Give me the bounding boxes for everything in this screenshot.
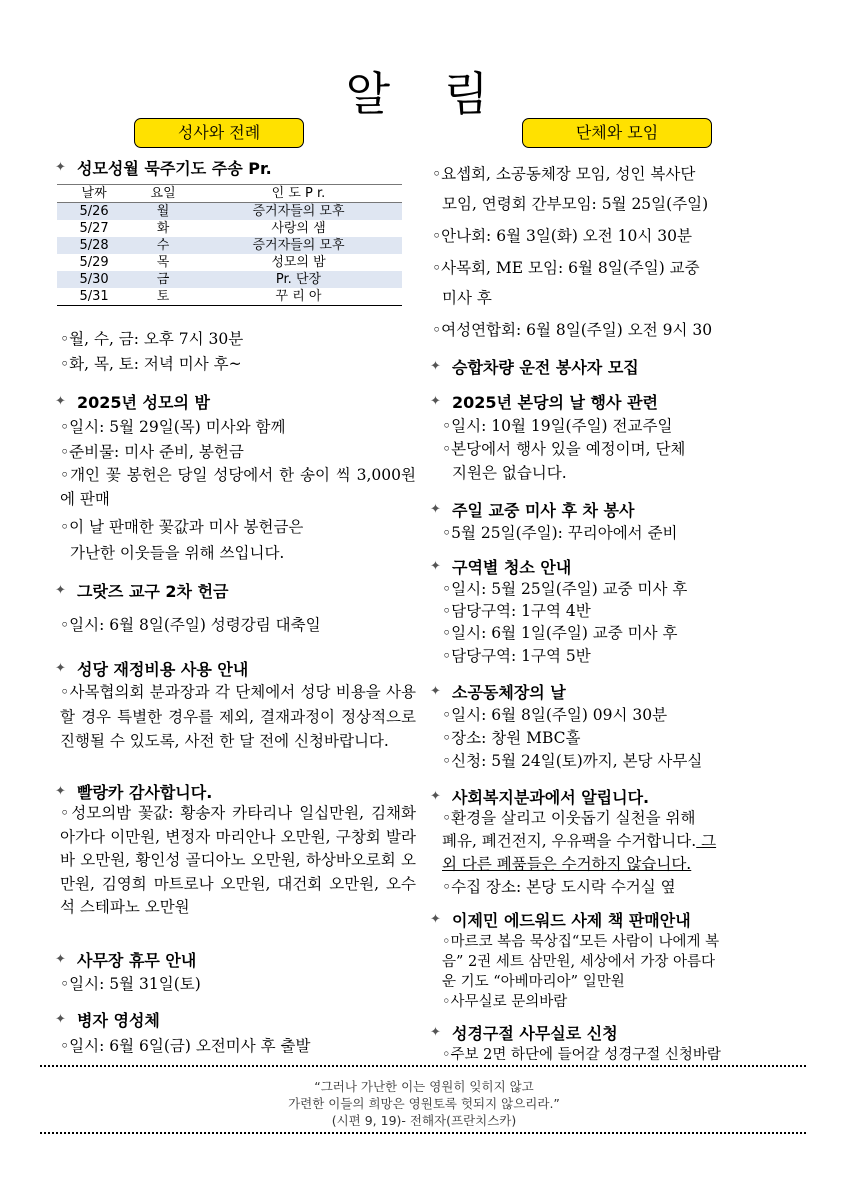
meetings-line: 미사 후 <box>442 289 492 307</box>
dedication-line: 지원은 없습니다. <box>452 464 567 482</box>
meetings-line: ◦사목회, ME 모임: 6월 8일(주일) 교중 <box>432 259 700 277</box>
divider <box>40 1132 806 1134</box>
cleaning-heading: ✦ 구역별 청소 안내 <box>430 558 572 577</box>
cleaning-line: ◦담당구역: 1구역 4반 <box>442 602 591 620</box>
mary-night-line: 가난한 이웃들을 위해 쓰입니다. <box>70 544 285 562</box>
meetings-line: ◦요셉회, 소공동체장 모임, 성인 복사단 <box>432 165 696 183</box>
quote-line: “그러나 가난한 이는 영원히 잊히지 않고 <box>314 1079 534 1094</box>
dedication-line: ◦일시: 10월 19일(주일) 전교주일 <box>442 417 673 435</box>
bullet-icon: ✦ <box>55 583 66 598</box>
col-leader: 인 도 P r. <box>195 185 402 203</box>
finance-body: ◦사목협의회 분과장과 각 단체에서 성당 비용을 사용할 경우 특별한 경우를 제외, 결재과정이 정상적으로 진행될 수 있도록, 사전 한 달 전에 신청바랍니다. <box>60 683 416 750</box>
thanks-heading: ✦ 빨랑카 감사합니다. <box>55 783 213 802</box>
bullet-icon: ✦ <box>55 1012 66 1027</box>
mary-night-line: ◦일시: 5월 29일(목) 미사와 함께 <box>60 418 286 436</box>
table-row: 5/29 목 성모의 밤 <box>79 255 326 270</box>
cleaning-line: ◦일시: 6월 1일(주일) 교중 미사 후 <box>442 624 678 642</box>
book-line: 음” 2권 세트 삼만원, 세상에서 가장 아름다 <box>442 954 716 970</box>
bullet-icon: ✦ <box>430 912 441 927</box>
bullet-icon: ✦ <box>55 661 66 676</box>
sick-heading: ✦ 병자 영성체 <box>55 1011 160 1030</box>
col-date: 날짜 <box>57 185 131 203</box>
bullet-icon: ✦ <box>430 789 441 804</box>
rosary-table <box>57 184 402 306</box>
bullet-icon: ✦ <box>430 559 441 574</box>
gratz-line: ◦일시: 6월 8일(주일) 성령강림 대축일 <box>60 616 321 634</box>
table-row: 5/27 화 사랑의 샘 <box>79 221 326 236</box>
quote-line: 가련한 이들의 희망은 영원토록 헛되지 않으리라.” <box>288 1096 560 1111</box>
community-day-line: ◦일시: 6월 8일(주일) 09시 30분 <box>442 706 668 724</box>
bible-line: ◦주보 2면 하단에 들어갈 성경구절 신청바람 <box>442 1047 721 1063</box>
bus-heading: ✦ 승합차량 운전 봉사자 모집 <box>430 358 639 377</box>
welfare-line: 외 다른 폐품들은 수거하지 않습니다. <box>442 855 692 873</box>
bullet-icon: ✦ <box>55 394 66 409</box>
bullet-icon: ✦ <box>55 784 66 799</box>
title-char-1: 알 <box>345 67 404 121</box>
sick-line: ◦일시: 6월 6일(금) 오전미사 후 출발 <box>60 1037 311 1055</box>
bullet-icon: ✦ <box>430 1025 441 1040</box>
left-section-label: 성사와 전례 <box>134 118 304 148</box>
table-row: 5/31 토 꾸 리 아 <box>57 288 402 306</box>
book-line: ◦마르코 복음 묵상집“모든 사람이 나에게 복 <box>442 934 720 950</box>
welfare-line: ◦수집 장소: 본당 도시락 수거실 옆 <box>442 878 676 896</box>
welfare-line: 폐유, 폐건전지, 우유팩을 수거합니다. 그 <box>442 832 717 850</box>
bullet-icon: ✦ <box>430 684 441 699</box>
bullet-icon: ✦ <box>430 394 441 409</box>
divider <box>40 1065 806 1067</box>
rosary-heading: ✦ 성모성월 묵주기도 주송 Pr. <box>55 159 272 178</box>
bible-heading: ✦ 성경구절 사무실로 신청 <box>430 1024 618 1043</box>
rosary-note-1: ◦월, 수, 금: 오후 7시 30분 <box>60 330 244 348</box>
meetings-line: ◦여성연합회: 6월 8일(주일) 오전 9시 30 <box>432 321 713 339</box>
mary-night-line: ◦이 날 판매한 꽃값과 미사 봉헌금은 <box>60 518 304 536</box>
community-day-line: ◦장소: 창원 MBC홀 <box>442 729 581 747</box>
dedication-heading: ✦ 2025년 본당의 날 행사 관련 <box>430 393 658 412</box>
office-closed-line: ◦일시: 5월 31일(토) <box>60 975 201 993</box>
table-row: 5/30 금 Pr. 단장 <box>57 271 402 288</box>
dedication-line: ◦본당에서 행사 있을 예정이며, 단체 <box>442 440 686 458</box>
mary-night-line: ◦개인 꽃 봉헌은 당일 성당에서 한 송이 씩 3,000원에 판매 <box>60 466 416 508</box>
bullet-icon: ✦ <box>55 952 66 967</box>
meetings-line: ◦안나회: 6월 3일(화) 오전 10시 30분 <box>432 227 692 245</box>
table-row: 5/28 수 증거자들의 모후 <box>57 237 402 254</box>
gratz-heading: ✦ 그랏즈 교구 2차 헌금 <box>55 582 229 601</box>
quote-attribution: (시편 9, 19)- 전해자(프란치스카) <box>331 1113 517 1128</box>
bullet-icon: ✦ <box>430 502 441 517</box>
col-day: 요일 <box>131 185 195 203</box>
book-line: 운 기도 “아베마리아” 일만원 <box>442 974 625 990</box>
quote <box>0 1078 848 1129</box>
tea-heading: ✦ 주일 교중 미사 후 차 봉사 <box>430 501 635 520</box>
thanks-body: ◦성모의밤 꽃값: 황송자 카타리나 일십만원, 김채화 아가다 이만원, 변정자 마리안나 오만원, 구창회 발라바 오만원, 황인성 골디아노 오만원, 하상바오로회 오만원, 김영희 마트로나 오만원, 대건회 오만원, 오수석 스테파노 오만원 <box>60 804 416 916</box>
book-heading: ✦ 이제민 에드워드 사제 책 판매안내 <box>430 911 691 930</box>
cleaning-line: ◦일시: 5월 25일(주일) 교중 미사 후 <box>442 580 688 598</box>
mary-night-line: ◦준비물: 미사 준비, 봉헌금 <box>60 443 244 461</box>
right-section-label: 단체와 모임 <box>522 118 712 148</box>
office-closed-heading: ✦ 사무장 휴무 안내 <box>55 951 197 970</box>
welfare-line: ◦환경을 살리고 이웃돕기 실천을 위해 <box>442 809 696 827</box>
rosary-note-2: ◦화, 목, 토: 저녁 미사 후~ <box>60 355 242 373</box>
cleaning-line: ◦담당구역: 1구역 5반 <box>442 647 591 665</box>
mary-night-heading: ✦ 2025년 성모의 밤 <box>55 393 210 412</box>
page-title <box>0 58 848 124</box>
bullet-icon: ✦ <box>55 160 66 175</box>
community-day-heading: ✦ 소공동체장의 날 <box>430 683 566 702</box>
community-day-line: ◦신청: 5월 24일(토)까지, 본당 사무실 <box>442 752 703 770</box>
welfare-heading: ✦ 사회복지분과에서 알립니다. <box>430 788 650 807</box>
book-line: ◦사무실로 문의바람 <box>442 994 568 1010</box>
table-row: 5/26 월 증거자들의 모후 <box>57 203 402 221</box>
tea-line: ◦5월 25일(주일): 꾸리아에서 준비 <box>442 524 678 542</box>
title-char-2: 림 <box>444 67 503 121</box>
finance-heading: ✦ 성당 재정비용 사용 안내 <box>55 660 249 679</box>
bullet-icon: ✦ <box>430 359 441 374</box>
meetings-line: 모임, 연령회 간부모임: 5월 25일(주일) <box>442 195 709 213</box>
